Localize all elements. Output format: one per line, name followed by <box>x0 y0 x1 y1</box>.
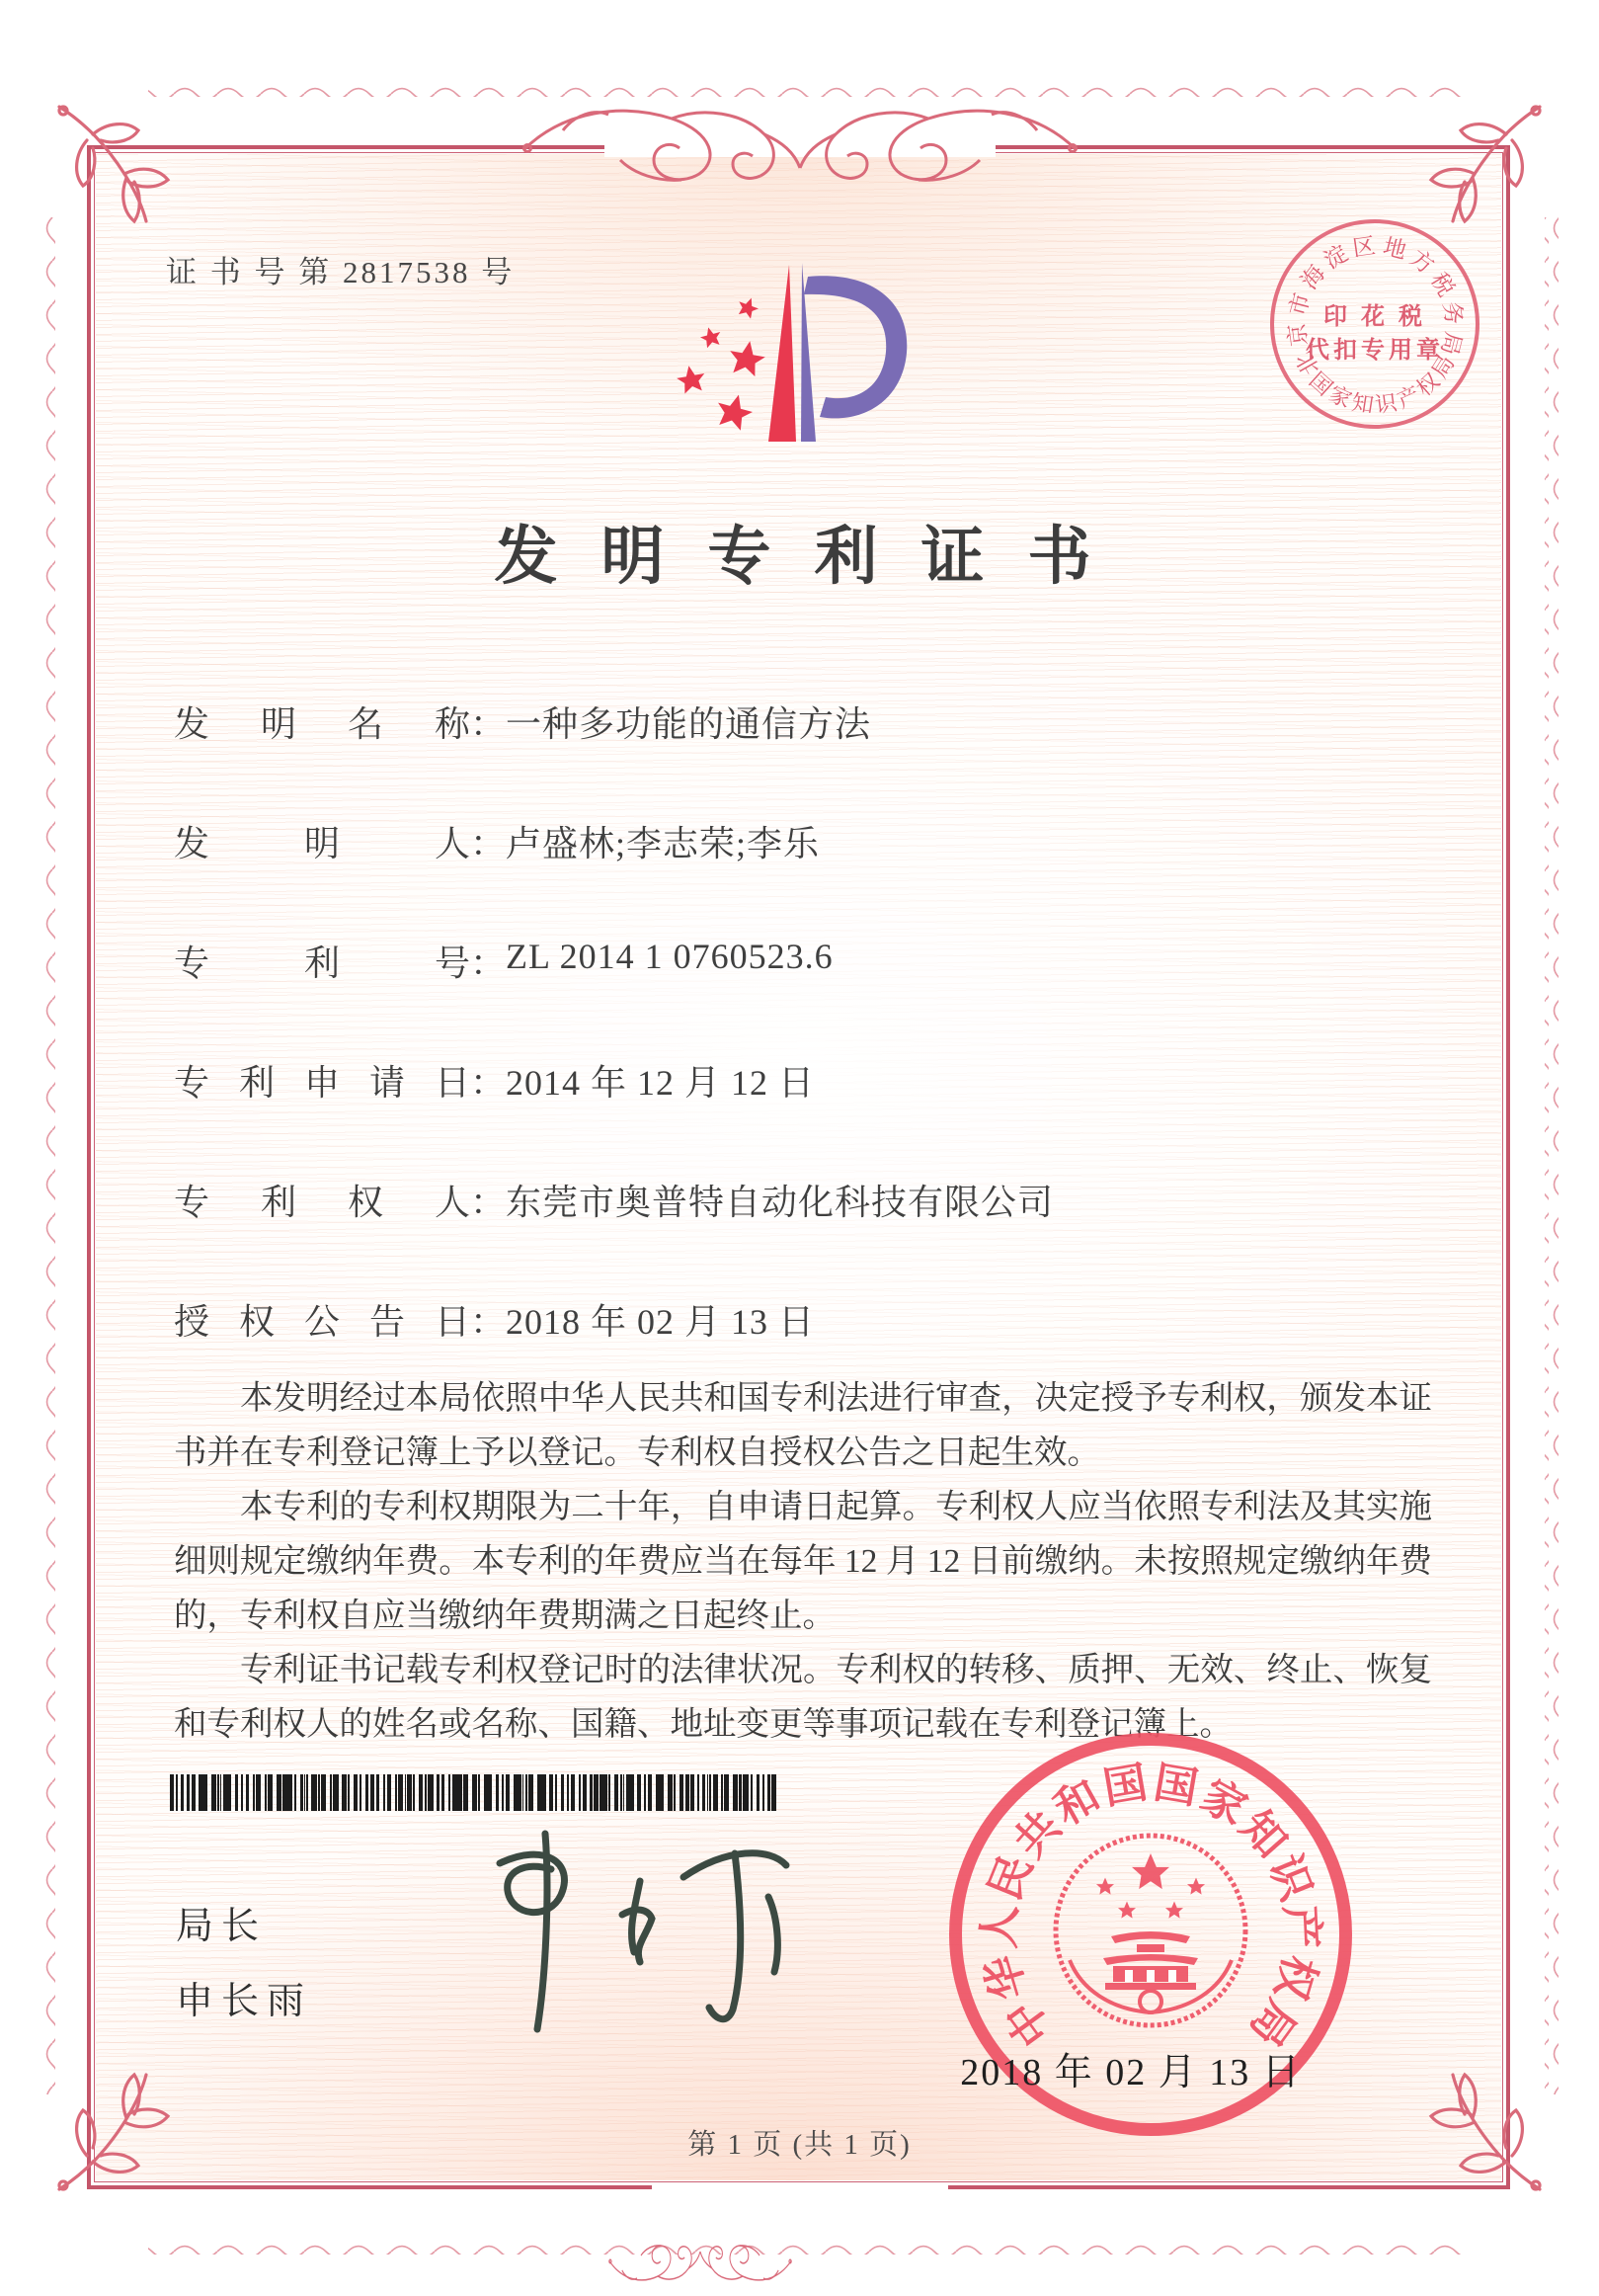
field-value: 卢盛林;李志荣;李乐 <box>506 824 821 863</box>
page-footer: 第 1 页 (共 1 页) <box>687 2129 912 2161</box>
field-colon: ： <box>470 1302 507 1342</box>
field-colon: ： <box>470 943 507 983</box>
national-emblem-icon <box>1042 1822 1259 2039</box>
signature-handwriting-icon <box>435 1820 830 2053</box>
field-colon: ： <box>470 824 507 863</box>
field-label: 授权公告日 <box>174 1302 470 1342</box>
field-value: 2018 年 02 月 13 日 <box>506 1302 816 1342</box>
cnipa-logo-icon <box>642 249 958 476</box>
legal-paragraph: 本发明经过本局依照中华人民共和国专利法进行审查，决定授予专利权，颁发本证书并在专利登记簿上予以登记。专利权自授权公告之日起生效。 <box>174 1380 1432 1471</box>
field-value: 2014 年 12 月 12 日 <box>506 1063 816 1103</box>
tax-stamp-line2: 代扣专用章 <box>1306 338 1444 364</box>
seal-arc-text: 中 华 人 民 共 和 国 国 家 知 识 产 权 局 <box>975 1758 1326 2055</box>
field-patentee <box>174 1175 1448 1224</box>
tax-stamp-line1: 印 花 税 <box>1323 304 1426 330</box>
field-filing-date <box>174 1055 1448 1105</box>
field-inventors <box>174 816 1448 865</box>
seal-grant-date: 2018 年 02 月 13 日 <box>960 2052 1302 2093</box>
field-colon: ： <box>470 1183 507 1222</box>
field-list <box>174 697 1448 1414</box>
issuer-role-label: 局长 <box>176 1906 268 1947</box>
field-invention-name <box>174 697 1448 746</box>
legal-text <box>174 1371 1432 1752</box>
page-title: 发 明 专 利 证 书 <box>494 522 1105 592</box>
field-colon: ： <box>470 704 507 744</box>
field-patent-number <box>174 936 1448 985</box>
tax-stamp <box>1266 215 1483 433</box>
issuer-name: 申长雨 <box>176 1981 313 2022</box>
field-label: 专利权人 <box>174 1183 470 1222</box>
field-label: 专利号 <box>174 943 470 983</box>
tax-stamp-arc-top: 北 京 市 海 淀 区 地 方 税 务 局 <box>1283 232 1467 379</box>
tax-stamp-arc-bottom: 国 家 知 识 产 权 局 <box>1305 350 1460 418</box>
legal-paragraph: 专利证书记载专利权登记时的法律状况。专利权的转移、质押、无效、终止、恢复和专利权人的姓名或名称、国籍、地址变更等事项记载在专利登记簿上。 <box>174 1652 1432 1743</box>
certificate-number: 证 书 号 第 2817538 号 <box>166 255 516 289</box>
field-grant-date <box>174 1294 1448 1344</box>
barcode <box>170 1774 776 1811</box>
field-value: 一种多功能的通信方法 <box>506 704 872 744</box>
field-value: 东莞市奥普特自动化科技有限公司 <box>506 1183 1055 1222</box>
field-label: 发明名称 <box>174 704 470 744</box>
field-colon: ： <box>470 1063 507 1103</box>
legal-paragraph: 本专利的专利权期限为二十年，自申请日起算。专利权人应当依照专利法及其实施细则规定缴纳年费。本专利的年费应当在每年 12 月 12 日前缴纳。未按照规定缴纳年费的，专利权自应当缴纳年费期满之日起终止。 <box>174 1489 1432 1634</box>
field-value: ZL 2014 1 0760523.6 <box>506 937 834 976</box>
field-label: 发明人 <box>174 824 470 863</box>
field-label: 专利申请日 <box>174 1063 470 1103</box>
